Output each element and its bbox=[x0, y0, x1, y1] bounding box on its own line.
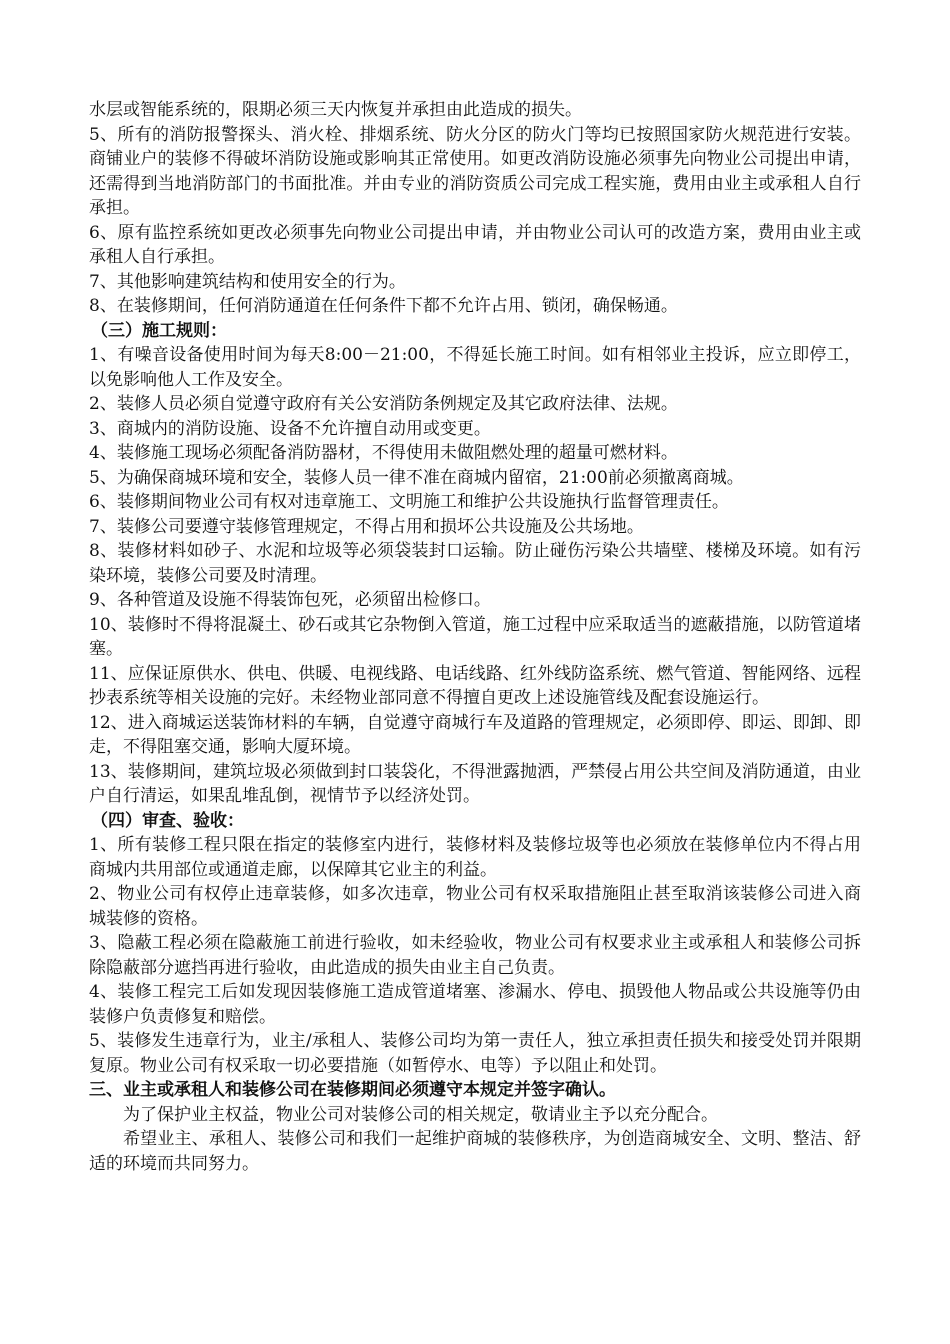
subsection-heading: （四）审查、验收： bbox=[91, 810, 244, 831]
paragraph: 10、装修时不得将混凝土、砂石或其它杂物倒入管道，施工过程中应采取适当的遮蔽措施，以防管道堵塞。 bbox=[89, 614, 861, 659]
paragraph: 7、装修公司要遵守装修管理规定，不得占用和损坏公共设施及公共场地。 bbox=[89, 516, 644, 537]
document-page bbox=[89, 98, 861, 1176]
paragraph: 水层或智能系统的，限期必须三天内恢复并承担由此造成的损失。 bbox=[89, 100, 582, 120]
subsection-heading: （三）施工规则： bbox=[91, 320, 227, 341]
paragraph: 3、商城内的消防设施、设备不允许擅自动用或变更。 bbox=[89, 418, 491, 439]
paragraph: 8、装修材料如砂子、水泥和垃圾等必须袋装封口运输。防止碰伤污染公共墙壁、楼梯及环境。如有污染环境，装修公司要及时清理。 bbox=[89, 541, 861, 586]
section-heading: 三、业主或承租人和装修公司在装修期间必须遵守本规定并签字确认。 bbox=[89, 1080, 616, 1100]
closing-paragraph: 为了保护业主权益，物业公司对装修公司的相关规定，敬请业主予以充分配合。 bbox=[123, 1104, 718, 1125]
paragraph: 5、为确保商城环境和安全，装修人员一律不准在商城内留宿，21:00前必须撤离商城。 bbox=[89, 467, 744, 488]
paragraph: 3、隐蔽工程必须在隐蔽施工前进行验收，如未经验收，物业公司有权要求业主或承租人和装修公司拆除隐蔽部分遮挡再进行验收，由此造成的损失由业主自己负责。 bbox=[89, 933, 861, 978]
paragraph: 6、原有监控系统如更改必须事先向物业公司提出申请，并由物业公司认可的改造方案，费用由业主或承租人自行承担。 bbox=[89, 222, 861, 267]
paragraph: 4、装修工程完工后如发现因装修施工造成管道堵塞、渗漏水、停电、损毁他人物品或公共设施等仍由装修户负责修复和赔偿。 bbox=[89, 982, 861, 1027]
paragraph: 12、进入商城运送装饰材料的车辆，自觉遵守商城行车及道路的管理规定，必须即停、即运、即卸、即走，不得阻塞交通，影响大厦环境。 bbox=[89, 712, 861, 757]
paragraph: 13、装修期间，建筑垃圾必须做到封口装袋化，不得泄露抛洒，严禁侵占用公共空间及消防通道，由业户自行清运，如果乱堆乱倒，视情节予以经济处罚。 bbox=[89, 761, 861, 806]
paragraph: 9、各种管道及设施不得装饰包死，必须留出检修口。 bbox=[89, 590, 491, 610]
paragraph: 6、装修期间物业公司有权对违章施工、文明施工和维护公共设施执行监督管理责任。 bbox=[89, 492, 729, 512]
paragraph: 11、应保证原供水、供电、供暖、电视线路、电话线路、红外线防盗系统、燃气管道、智能网络、远程抄表系统等相关设施的完好。未经物业部同意不得擅自更改上述设施管线及配套设施运行。 bbox=[89, 663, 861, 708]
paragraph: 8、在装修期间，任何消防通道在任何条件下都不允许占用、锁闭，确保畅通。 bbox=[89, 296, 678, 316]
paragraph: 1、所有装修工程只限在指定的装修室内进行，装修材料及装修垃圾等也必须放在装修单位内不得占用商城内共用部位或通道走廊，以保障其它业主的利益。 bbox=[89, 835, 861, 880]
paragraph: 7、其他影响建筑结构和使用安全的行为。 bbox=[89, 271, 406, 292]
closing-paragraph: 希望业主、承租人、装修公司和我们一起维护商城的装修秩序，为创造商城安全、文明、整洁、舒适的环境而共同努力。 bbox=[89, 1129, 861, 1174]
paragraph: 5、所有的消防报警探头、消火栓、排烟系统、防火分区的防火门等均已按照国家防火规范进行安装。商铺业户的装修不得破坏消防设施或影响其正常使用。如更改消防设施必须事先向物业公司提出申请，还需得到当地消防部门的书面批准。并由专业的消防资质公司完成工程实施，费用由业主或承租人自行承担。 bbox=[89, 124, 861, 218]
paragraph: 2、物业公司有权停止违章装修，如多次违章，物业公司有权采取措施阻止甚至取消该装修公司进入商城装修的资格。 bbox=[89, 884, 861, 929]
paragraph: 1、有噪音设备使用时间为每天8:00－21:00，不得延长施工时间。如有相邻业主投诉，应立即停工，以免影响他人工作及安全。 bbox=[89, 345, 861, 390]
paragraph: 4、装修施工现场必须配备消防器材，不得使用未做阻燃处理的超量可燃材料。 bbox=[89, 443, 678, 463]
paragraph: 2、装修人员必须自觉遵守政府有关公安消防条例规定及其它政府法律、法规。 bbox=[89, 394, 678, 414]
paragraph: 5、装修发生违章行为，业主/承租人、装修公司均为第一责任人，独立承担责任损失和接受处罚并限期复原。物业公司有权采取一切必要措施（如暂停水、电等）予以阻止和处罚。 bbox=[89, 1031, 861, 1076]
